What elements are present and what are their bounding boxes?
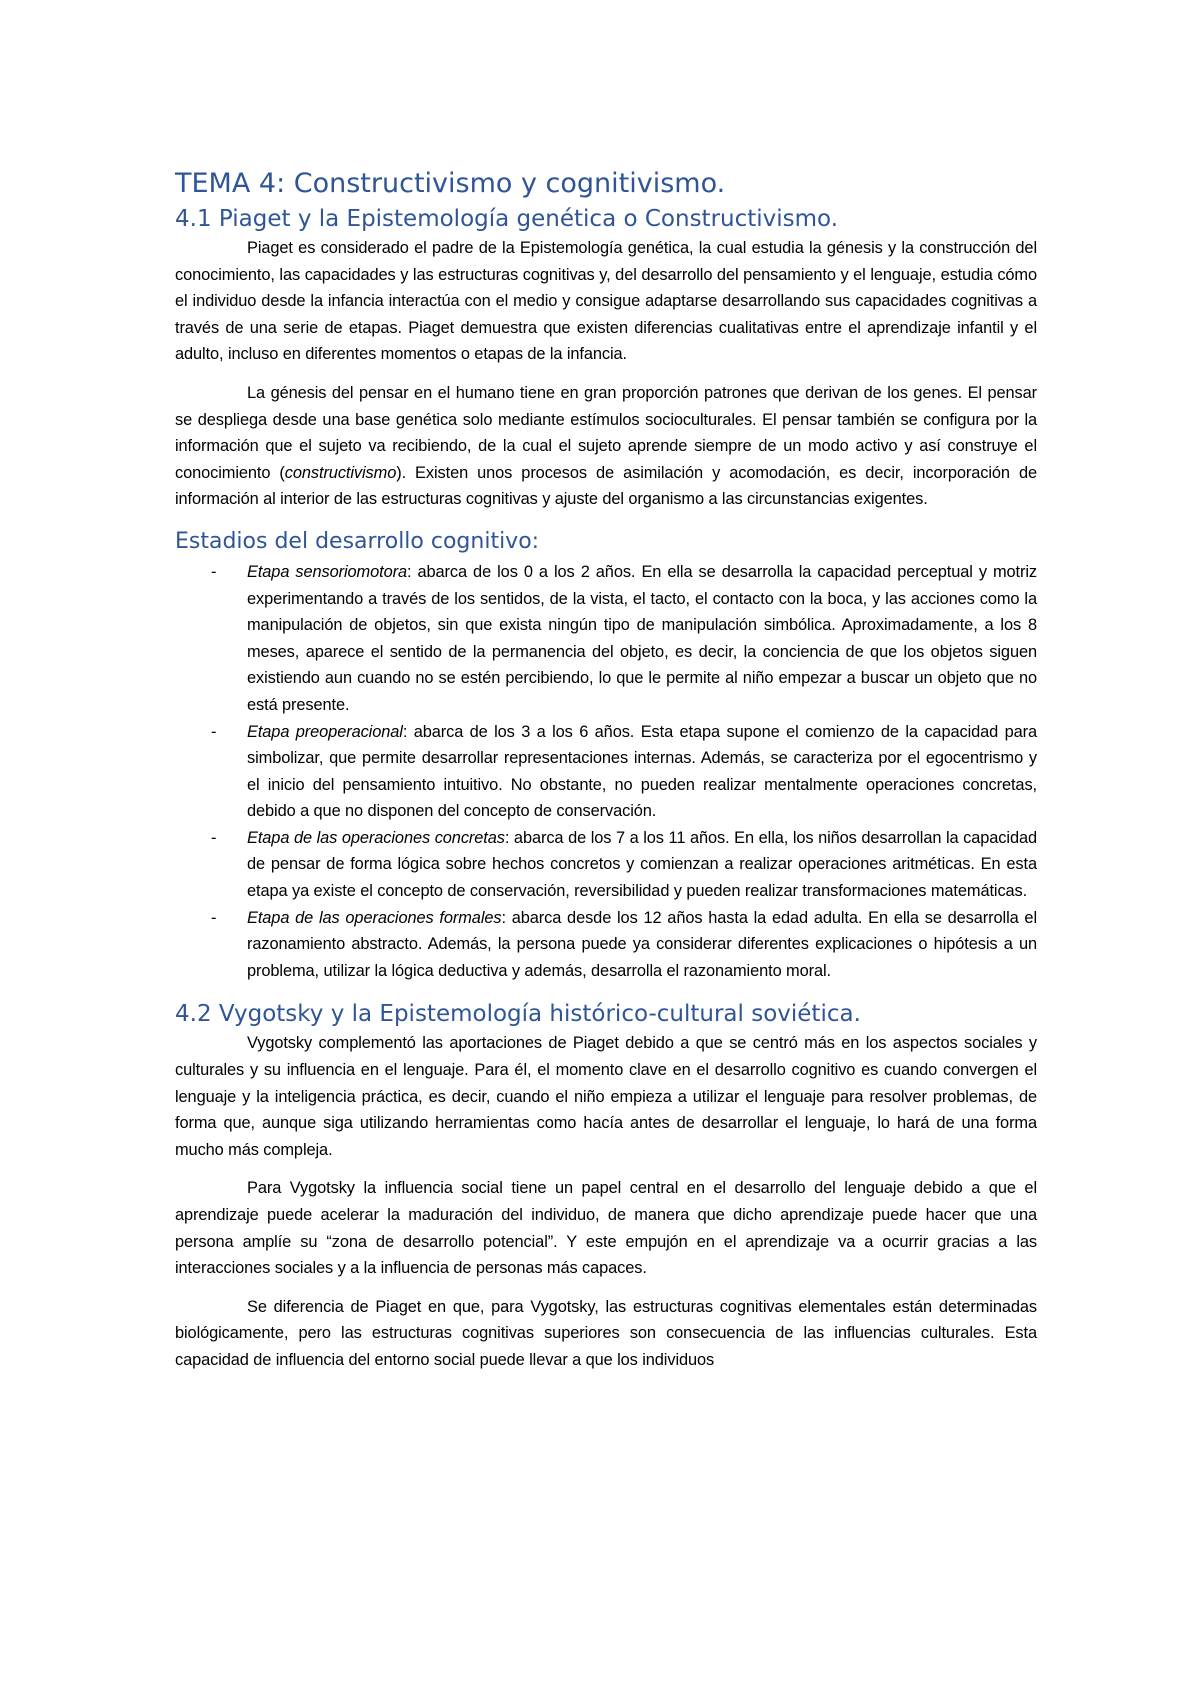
- stage-text: : abarca desde los 12 años hasta la edad adulta. En ella se desarrolla el razonamiento abstracto. Además, la persona puede ya considerar diferentes explicaciones o hipótesis a un problema, utilizar la lógica deductiva y además, desarrolla el razonamiento moral.: [247, 908, 1037, 980]
- section-heading-4-1: 4.1 Piaget y la Epistemología genética o Constructivismo.: [175, 206, 839, 232]
- paragraph: Para Vygotsky la influencia social tiene un papel central en el desarrollo del lenguaje debido a que el aprendizaje puede acelerar la maduración del individuo, de manera que dicho aprendizaje puede hacer que una persona amplíe su “zona de desarrollo potencial”. Y este empujón en el aprendizaje va a ocurrir gracias a las interacciones sociales y a la influencia de personas más capaces.: [175, 1179, 1037, 1278]
- stage-name: Etapa de las operaciones concretas: [247, 828, 505, 847]
- stage-name: Etapa preoperacional: [247, 722, 403, 741]
- list-dash: -: [211, 562, 217, 581]
- paragraph-text: La génesis del pensar en el humano tiene en gran proporción patrones que derivan de los genes. El pensar se despliega desde una base genética solo mediante estímulos socioculturales. El pensar también se configura por la información que el sujeto va recibiendo, de la cual el sujeto aprende siempre de un modo activo y así construye el conocimiento (: [175, 383, 1037, 482]
- list-item: [175, 559, 1037, 719]
- stage-text: : abarca de los 0 a los 2 años. En ella se desarrolla la capacidad perceptual y motriz experimentando a través de los sentidos, de la vista, el tacto, el contacto con la boca, y las acciones como la manipulación de objetos, sin que exista ningún tipo de manipulación simbólica. Aproximadamente, a los 8 meses, aparece el sentido de la permanencia del objeto, es decir, la conciencia de que los objetos siguen existiendo aun cuando no se estén percibiendo, lo que le permite al niño empezar a buscar un objeto que no está presente.: [247, 562, 1037, 714]
- subheading-stages: Estadios del desarrollo cognitivo:: [175, 528, 540, 554]
- section-heading-4-2: 4.2 Vygotsky y la Epistemología histórico-cultural soviética.: [175, 1001, 861, 1028]
- paragraph-text: ). Existen unos procesos de asimilación y acomodación, es decir, incorporación de información al interior de las estructuras cognitivas y ajuste del organismo a las circunstancias exigentes.: [175, 463, 1037, 509]
- emphasis-term: constructivismo: [284, 463, 397, 482]
- list-dash: -: [211, 908, 217, 927]
- paragraph: Se diferencia de Piaget en que, para Vygotsky, las estructuras cognitivas elementales están determinadas biológicamente, pero las estructuras cognitivas superiores son consecuencia de las influencias culturales. Esta capacidad de influencia del entorno social puede llevar a que los individuos: [175, 1297, 1037, 1369]
- stage-text: : abarca de los 3 a los 6 años. Esta etapa supone el comienzo de la capacidad para simbolizar, que permite desarrollar representaciones internas. Además, se caracteriza por el egocentrismo y el inicio del pensamiento intuitivo. No obstante, no pueden realizar mentalmente operaciones concretas, debido a que no disponen del concepto de conservación.: [247, 722, 1037, 821]
- paragraph: Vygotsky complementó las aportaciones de Piaget debido a que se centró más en los aspectos sociales y culturales y su influencia en el lenguaje. Para él, el momento clave en el desarrollo cognitivo es cuando convergen el lenguaje y la inteligencia práctica, es decir, cuando el niño empieza a utilizar el lenguaje para resolver problemas, de forma que, aunque siga utilizando herramientas como hacía antes de desarrollar el lenguaje, lo hará de una forma mucho más compleja.: [175, 1034, 1037, 1159]
- list-item: [175, 825, 1037, 905]
- page-title: TEMA 4: Constructivismo y cognitivismo.: [175, 168, 726, 199]
- list-dash: -: [211, 722, 217, 741]
- list-item: [175, 719, 1037, 825]
- paragraph: Piaget es considerado el padre de la Epistemología genética, la cual estudia la génesis y la construcción del conocimiento, las capacidades y las estructuras cognitivas y, del desarrollo del pensamiento y el lenguaje, estudia cómo el individuo desde la infancia interactúa con el medio y consigue adaptarse desarrollando sus capacidades cognitivas a través de una serie de etapas. Piaget demuestra que existen diferencias cualitativas entre el aprendizaje infantil y el adulto, incluso en diferentes momentos o etapas de la infancia.: [175, 239, 1037, 364]
- stage-text: : abarca de los 7 a los 11 años. En ella, los niños desarrollan la capacidad de pensar de forma lógica sobre hechos concretos y comienzan a realizar operaciones aritméticas. En esta etapa ya existe el concepto de conservación, reversibilidad y pueden realizar transformaciones matemáticas.: [247, 828, 1037, 901]
- list-item: [175, 905, 1037, 985]
- stages-list: [175, 559, 1037, 985]
- paragraph: [175, 380, 1037, 513]
- stage-name: Etapa sensoriomotora: [247, 562, 407, 581]
- list-dash: -: [211, 828, 217, 847]
- stage-name: Etapa de las operaciones formales: [247, 908, 502, 927]
- document-page: [175, 165, 1037, 1374]
